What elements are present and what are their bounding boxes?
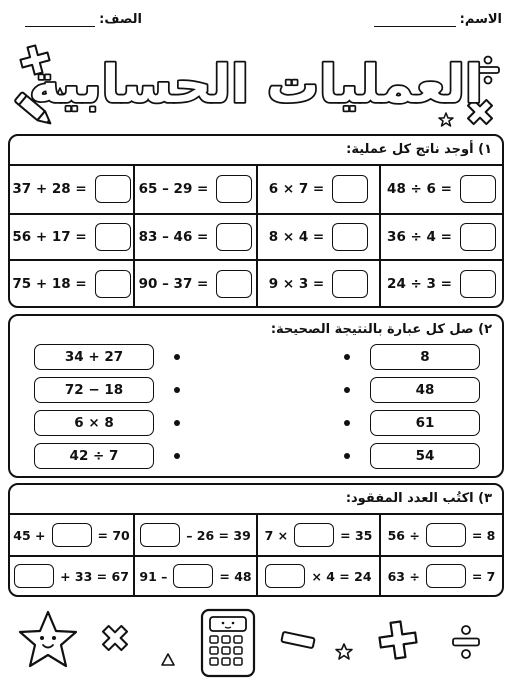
compute-cell [10, 213, 133, 260]
minus-icon [281, 632, 314, 648]
missing-box[interactable] [294, 523, 334, 547]
answer-box[interactable] [95, 270, 131, 298]
answer-box[interactable] [216, 223, 252, 251]
plus-icon [378, 620, 419, 661]
expr-before: 7 × [264, 527, 289, 543]
section-missing [8, 483, 504, 597]
divide-icon [453, 626, 479, 658]
expression: 83 – 46 = [138, 228, 209, 245]
expression-pill[interactable]: 34 + 27 [34, 344, 154, 370]
missing-cell [133, 555, 256, 595]
section2-title: ٢) صل كل عبارة بالنتيجة الصحيحة: [270, 322, 492, 337]
expr-after: = 8 [471, 527, 496, 543]
expression: 56 + 17 = [12, 228, 87, 245]
expr-before: 45 + [13, 527, 46, 543]
match-dot-right[interactable] [344, 420, 350, 426]
answer-box[interactable] [95, 223, 131, 251]
expr-after: = 70 [97, 527, 130, 543]
expr-after: × 4 = 24 [311, 568, 372, 584]
expression: 75 + 18 = [12, 275, 87, 292]
match-dot-left[interactable] [174, 387, 180, 393]
answer-box[interactable] [216, 175, 252, 203]
match-dot-left[interactable] [174, 354, 180, 360]
name-label: الاسم: [459, 12, 502, 27]
compute-cell [379, 166, 502, 213]
expression: 36 ÷ 4 = [387, 228, 452, 245]
title-banner [0, 34, 512, 132]
expr-after: + 33 = 67 [60, 568, 129, 584]
page-title: العمليات الحسابية [29, 55, 483, 115]
class-field[interactable] [25, 12, 142, 27]
expression: 9 × 3 = [268, 275, 325, 292]
result-pill[interactable]: 8 [370, 344, 480, 370]
expression: 8 × 4 = [268, 228, 325, 245]
expr-after: = 7 [471, 568, 496, 584]
match-dot-right[interactable] [344, 387, 350, 393]
section-compute [8, 134, 504, 308]
compute-cell [133, 166, 256, 213]
expression-pill[interactable]: 6 × 8 [34, 410, 154, 436]
compute-cell [379, 213, 502, 260]
compute-cell [133, 213, 256, 260]
missing-box[interactable] [426, 564, 466, 588]
missing-grid [10, 513, 502, 595]
triangle-icon [162, 654, 174, 665]
expression-pill[interactable]: 42 ÷ 7 [34, 443, 154, 469]
expression: 48 ÷ 6 = [387, 181, 452, 198]
section1-title: ١) أوجد ناتج كل عملية: [346, 142, 492, 157]
expression: 65 – 29 = [138, 181, 209, 198]
compute-cell [379, 259, 502, 306]
result-pill[interactable]: 54 [370, 443, 480, 469]
missing-cell [256, 515, 379, 555]
answer-box[interactable] [332, 175, 368, 203]
missing-box[interactable] [52, 523, 92, 547]
expr-before: 91 – [139, 568, 168, 584]
class-label: الصف: [99, 12, 142, 27]
footer-decorations [0, 600, 512, 683]
calculator-icon [202, 610, 254, 676]
class-line[interactable] [25, 15, 95, 27]
answer-box[interactable] [332, 270, 368, 298]
missing-cell [256, 555, 379, 595]
expr-after: = 48 [219, 568, 252, 584]
answer-box[interactable] [460, 270, 496, 298]
match-dot-right[interactable] [344, 453, 350, 459]
missing-cell [379, 515, 502, 555]
expr-before: 56 ÷ [387, 527, 420, 543]
answer-box[interactable] [216, 270, 252, 298]
star-mascot-icon [20, 612, 76, 666]
expression: 37 + 28 = [12, 181, 87, 198]
answer-box[interactable] [332, 223, 368, 251]
name-line[interactable] [374, 15, 456, 27]
star-icon [336, 644, 352, 659]
name-field[interactable] [374, 12, 502, 27]
section-match [8, 314, 504, 478]
missing-cell [379, 555, 502, 595]
multiply-icon [97, 620, 134, 657]
missing-box[interactable] [426, 523, 466, 547]
result-pill[interactable]: 48 [370, 377, 480, 403]
compute-grid [10, 164, 502, 306]
compute-cell [256, 259, 379, 306]
expression: 24 ÷ 3 = [387, 275, 452, 292]
missing-cell [10, 515, 133, 555]
compute-cell [133, 259, 256, 306]
missing-box[interactable] [14, 564, 54, 588]
compute-cell [10, 259, 133, 306]
expr-after: = 35 [340, 527, 373, 543]
missing-box[interactable] [173, 564, 213, 588]
expression: 90 – 37 = [138, 275, 209, 292]
section3-title: ٣) اكتُب العدد المفقود: [345, 491, 492, 506]
answer-box[interactable] [460, 223, 496, 251]
expr-before: 63 ÷ [387, 568, 420, 584]
missing-box[interactable] [265, 564, 305, 588]
expression-pill[interactable]: 72 − 18 [34, 377, 154, 403]
match-dot-right[interactable] [344, 354, 350, 360]
compute-cell [256, 166, 379, 213]
result-pill[interactable]: 61 [370, 410, 480, 436]
missing-box[interactable] [140, 523, 180, 547]
match-dot-left[interactable] [174, 453, 180, 459]
compute-cell [256, 213, 379, 260]
compute-cell [10, 166, 133, 213]
expr-after: – 26 = 39 [186, 527, 251, 543]
match-dot-left[interactable] [174, 420, 180, 426]
answer-box[interactable] [95, 175, 131, 203]
expression: 6 × 7 = [268, 181, 325, 198]
missing-cell [133, 515, 256, 555]
answer-box[interactable] [460, 175, 496, 203]
missing-cell [10, 555, 133, 595]
